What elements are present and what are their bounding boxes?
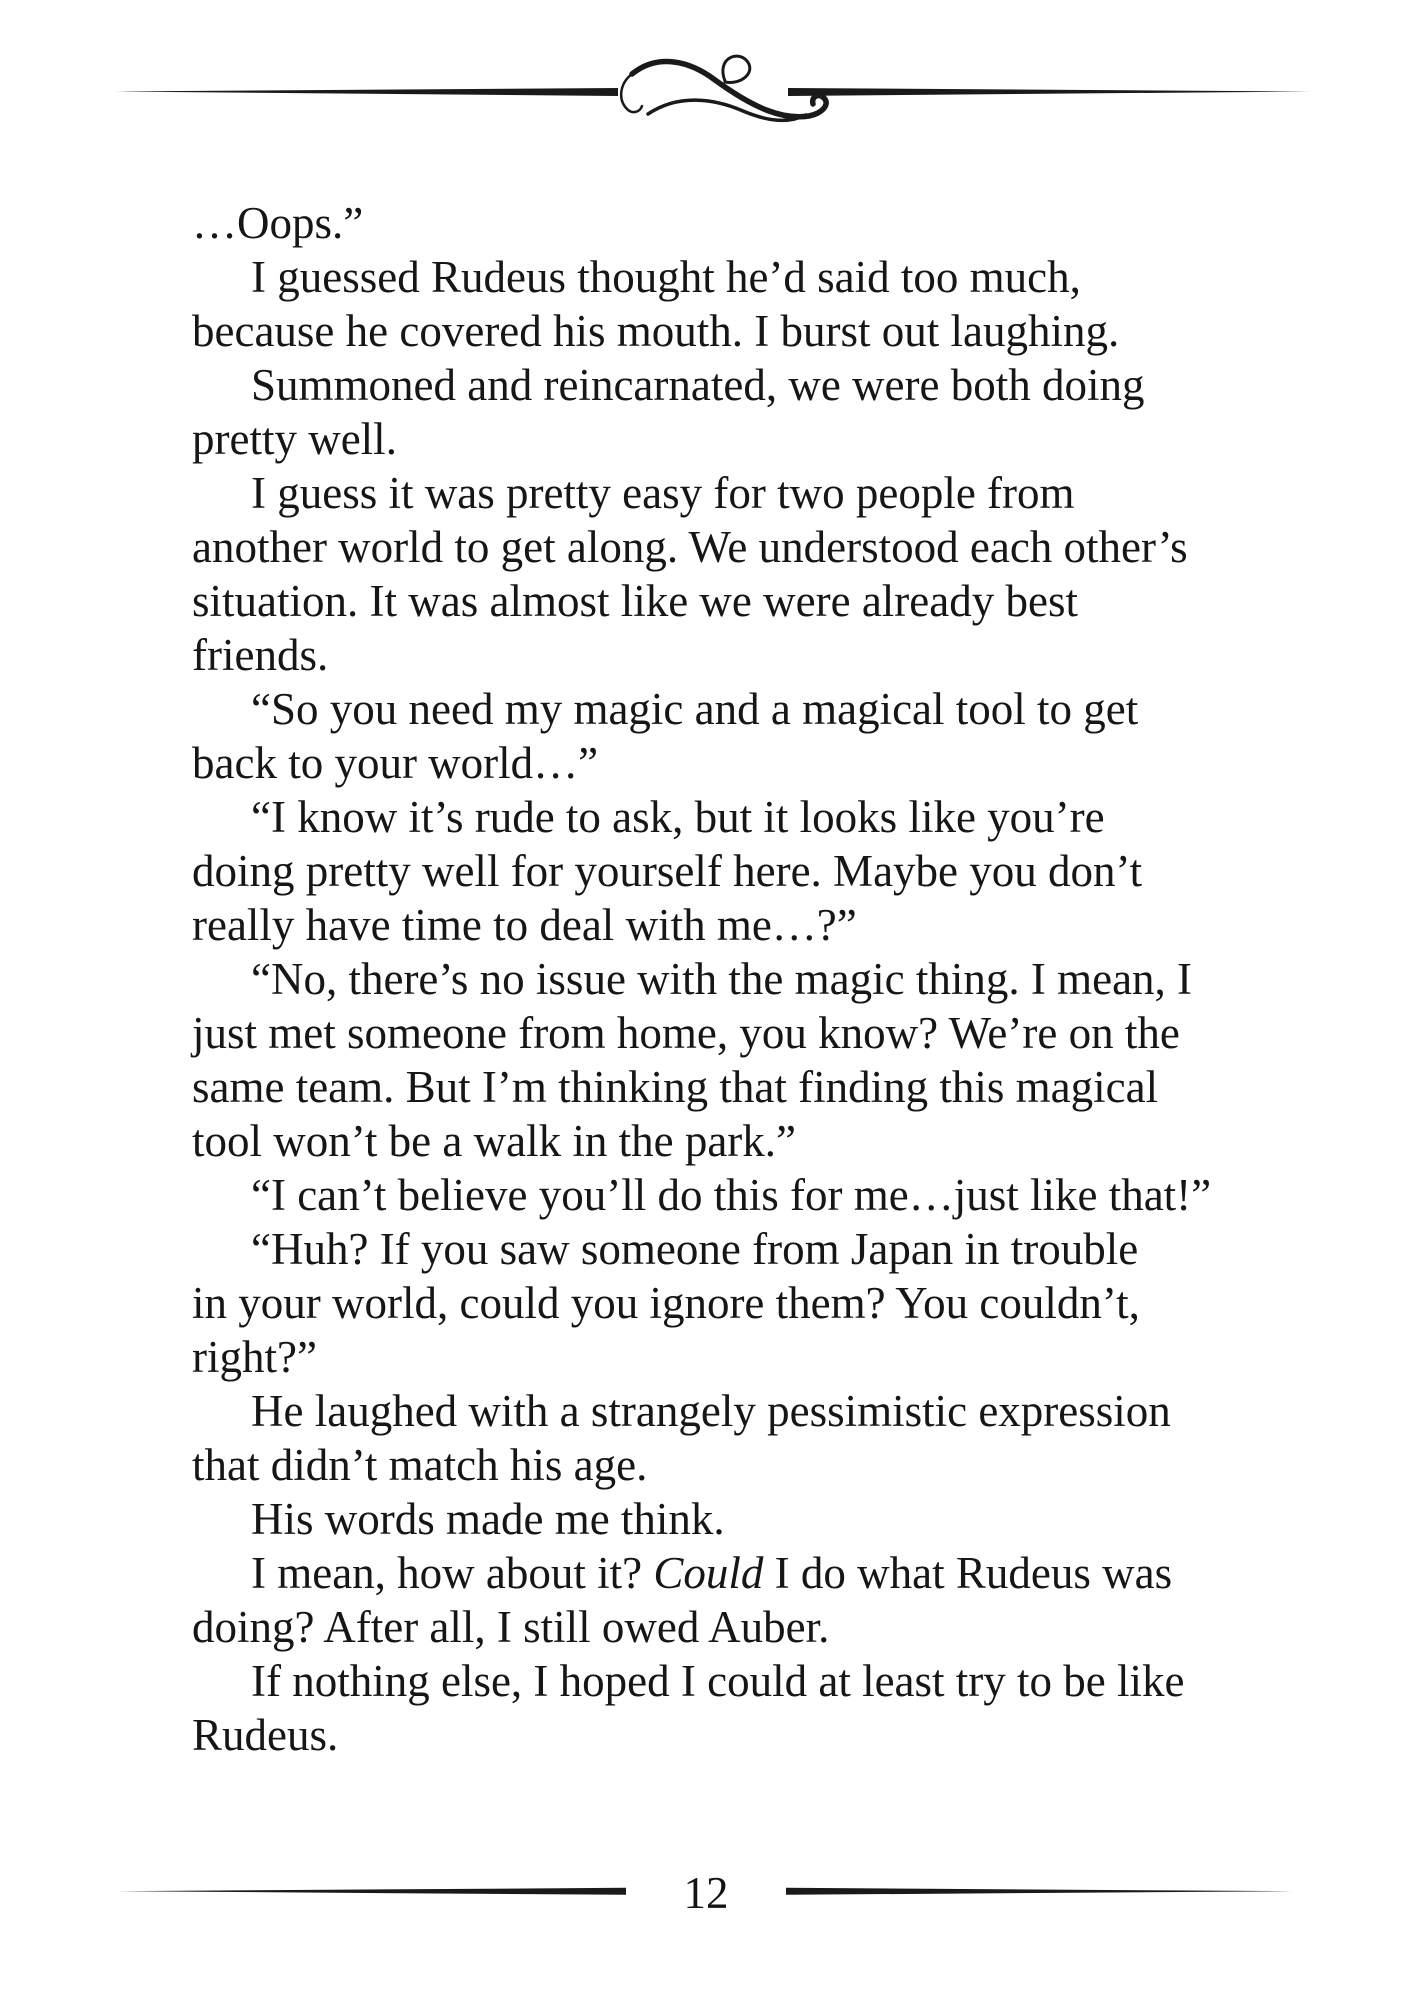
- text-segment: tool won’t be a walk in the park.”: [192, 1116, 797, 1166]
- footer-rule-right: [786, 1887, 1292, 1896]
- text-line: [192, 1600, 1252, 1654]
- text-segment: …Oops.”: [192, 198, 364, 248]
- text-line: [192, 1654, 1252, 1708]
- text-line: [192, 196, 1252, 250]
- text-line: [192, 250, 1252, 304]
- text-line: [192, 1546, 1252, 1600]
- page-number: 12: [683, 1868, 729, 1918]
- text-line: [192, 358, 1252, 412]
- text-line: [192, 790, 1252, 844]
- text-segment: I guessed Rudeus thought he’d said too much,: [251, 252, 1081, 302]
- text-segment-italic: Could: [653, 1548, 764, 1598]
- text-segment: friends.: [192, 630, 329, 680]
- text-segment: His words made me think.: [251, 1494, 725, 1544]
- text-segment: pretty well.: [192, 414, 397, 464]
- text-line: [192, 736, 1252, 790]
- text-line: [192, 520, 1252, 574]
- text-line: [192, 628, 1252, 682]
- text-line: [192, 1168, 1252, 1222]
- text-segment: just met someone from home, you know? We’re on the: [192, 1008, 1180, 1058]
- text-segment: because he covered his mouth. I burst out laughing.: [192, 306, 1120, 356]
- text-segment: I guess it was pretty easy for two people from: [251, 468, 1075, 518]
- text-segment: He laughed with a strangely pessimistic expression: [251, 1386, 1171, 1436]
- divider-rule-left: [115, 88, 618, 96]
- text-segment: Summoned and reincarnated, we were both doing: [251, 360, 1145, 410]
- text-line: [192, 1708, 1252, 1762]
- text-line: [192, 574, 1252, 628]
- text-segment: I mean, how about it?: [251, 1548, 654, 1598]
- text-line: [192, 1276, 1252, 1330]
- text-line: [192, 844, 1252, 898]
- text-line: [192, 304, 1252, 358]
- text-segment: “I can’t believe you’ll do this for me…just like that!”: [251, 1170, 1212, 1220]
- text-line: [192, 1060, 1252, 1114]
- text-segment: back to your world…”: [192, 738, 599, 788]
- text-segment: in your world, could you ignore them? You couldn’t,: [192, 1278, 1140, 1328]
- text-line: [192, 952, 1252, 1006]
- text-segment: doing? After all, I still owed Auber.: [192, 1602, 830, 1652]
- text-segment: Rudeus.: [192, 1710, 339, 1760]
- text-segment: another world to get along. We understood each other’s: [192, 522, 1188, 572]
- divider-rule-right: [788, 88, 1310, 96]
- text-segment: right?”: [192, 1332, 317, 1382]
- text-segment: “No, there’s no issue with the magic thing. I mean, I: [251, 954, 1193, 1004]
- text-line: [192, 898, 1252, 952]
- text-segment: If nothing else, I hoped I could at least try to be like: [251, 1656, 1185, 1706]
- text-segment: really have time to deal with me…?”: [192, 900, 857, 950]
- text-line: [192, 1114, 1252, 1168]
- text-line: [192, 1006, 1252, 1060]
- text-segment: situation. It was almost like we were already best: [192, 576, 1078, 626]
- text-line: [192, 1384, 1252, 1438]
- text-segment: “Huh? If you saw someone from Japan in trouble: [251, 1224, 1139, 1274]
- text-segment: same team. But I’m thinking that finding this magical: [192, 1062, 1159, 1112]
- text-line: [192, 1492, 1252, 1546]
- text-line: [192, 466, 1252, 520]
- footer-rule-left: [116, 1887, 626, 1896]
- text-line: [192, 682, 1252, 736]
- body-text: [192, 196, 1252, 1762]
- text-line: [192, 412, 1252, 466]
- top-divider: [115, 48, 1310, 138]
- text-segment: “So you need my magic and a magical tool to get: [251, 684, 1139, 734]
- text-segment: that didn’t match his age.: [192, 1440, 648, 1490]
- text-line: [192, 1438, 1252, 1492]
- text-line: [192, 1222, 1252, 1276]
- text-segment: doing pretty well for yourself here. Maybe you don’t: [192, 846, 1143, 896]
- text-segment: “I know it’s rude to ask, but it looks like you’re: [251, 792, 1105, 842]
- text-segment: I do what Rudeus was: [763, 1548, 1173, 1598]
- text-line: [192, 1330, 1252, 1384]
